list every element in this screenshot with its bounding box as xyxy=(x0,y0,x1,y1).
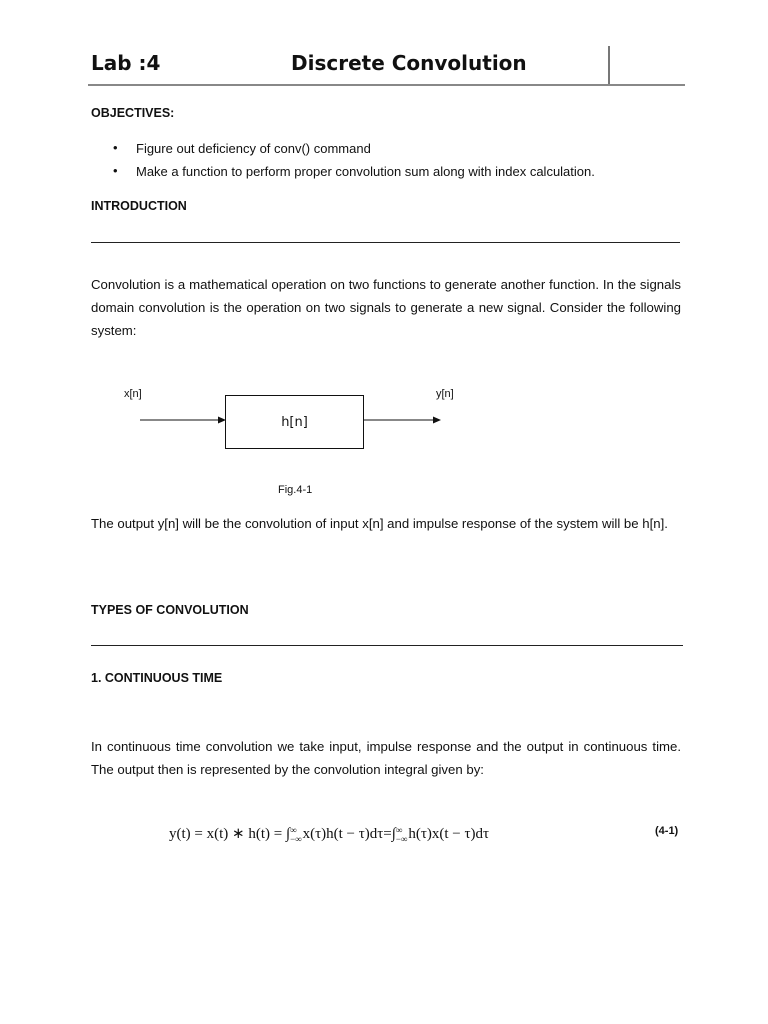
equation-lhs: y(t) = x(t) ∗ h(t) = ∫ xyxy=(169,826,291,842)
integral-lower-limit: −∞ xyxy=(290,833,302,844)
equation-end: h(τ)x(t − τ)dτ xyxy=(408,826,490,842)
objective-item: Figure out deficiency of conv() command xyxy=(136,141,371,156)
continuous-heading: 1. CONTINUOUS TIME xyxy=(91,671,223,685)
integral-upper-limit: ∞ xyxy=(290,824,297,835)
equation-middle: x(τ)h(t − τ)dτ=∫ xyxy=(302,826,396,842)
page-title: Discrete Convolution xyxy=(291,51,527,75)
bullet-icon: • xyxy=(113,140,118,155)
output-arrowhead-icon xyxy=(433,417,441,424)
output-label: y[n] xyxy=(436,388,454,400)
bullet-icon: • xyxy=(113,163,118,178)
objective-item: Make a function to perform proper convolution sum along with index calculation. xyxy=(136,164,595,179)
equation-number: (4-1) xyxy=(655,825,679,837)
introduction-paragraph: Convolution is a mathematical operation on two functions to generate another function. In the signals domain convolution is the operation on two signals to generate a new signal. Consider the following system: xyxy=(91,277,681,338)
lab-number: Lab :4 xyxy=(91,51,161,75)
introduction-heading: INTRODUCTION xyxy=(91,199,187,213)
integral-upper-limit: ∞ xyxy=(395,824,403,835)
input-label: x[n] xyxy=(124,388,142,400)
objectives-heading: OBJECTIVES: xyxy=(91,106,175,120)
convolution-equation xyxy=(169,824,489,844)
system-label: h[n] xyxy=(281,415,308,430)
output-paragraph: The output y[n] will be the convolution of input x[n] and impulse response of the system will be h[n]. xyxy=(91,516,668,531)
figure-caption: Fig.4-1 xyxy=(278,484,313,496)
section-rule xyxy=(91,645,683,646)
integral-lower-limit: −∞ xyxy=(395,833,408,844)
types-heading: TYPES OF CONVOLUTION xyxy=(91,603,249,617)
continuous-paragraph: In continuous time convolution we take input, impulse response and the output in continuous time. The output then is represented by the convolution integral given by: xyxy=(91,739,681,777)
